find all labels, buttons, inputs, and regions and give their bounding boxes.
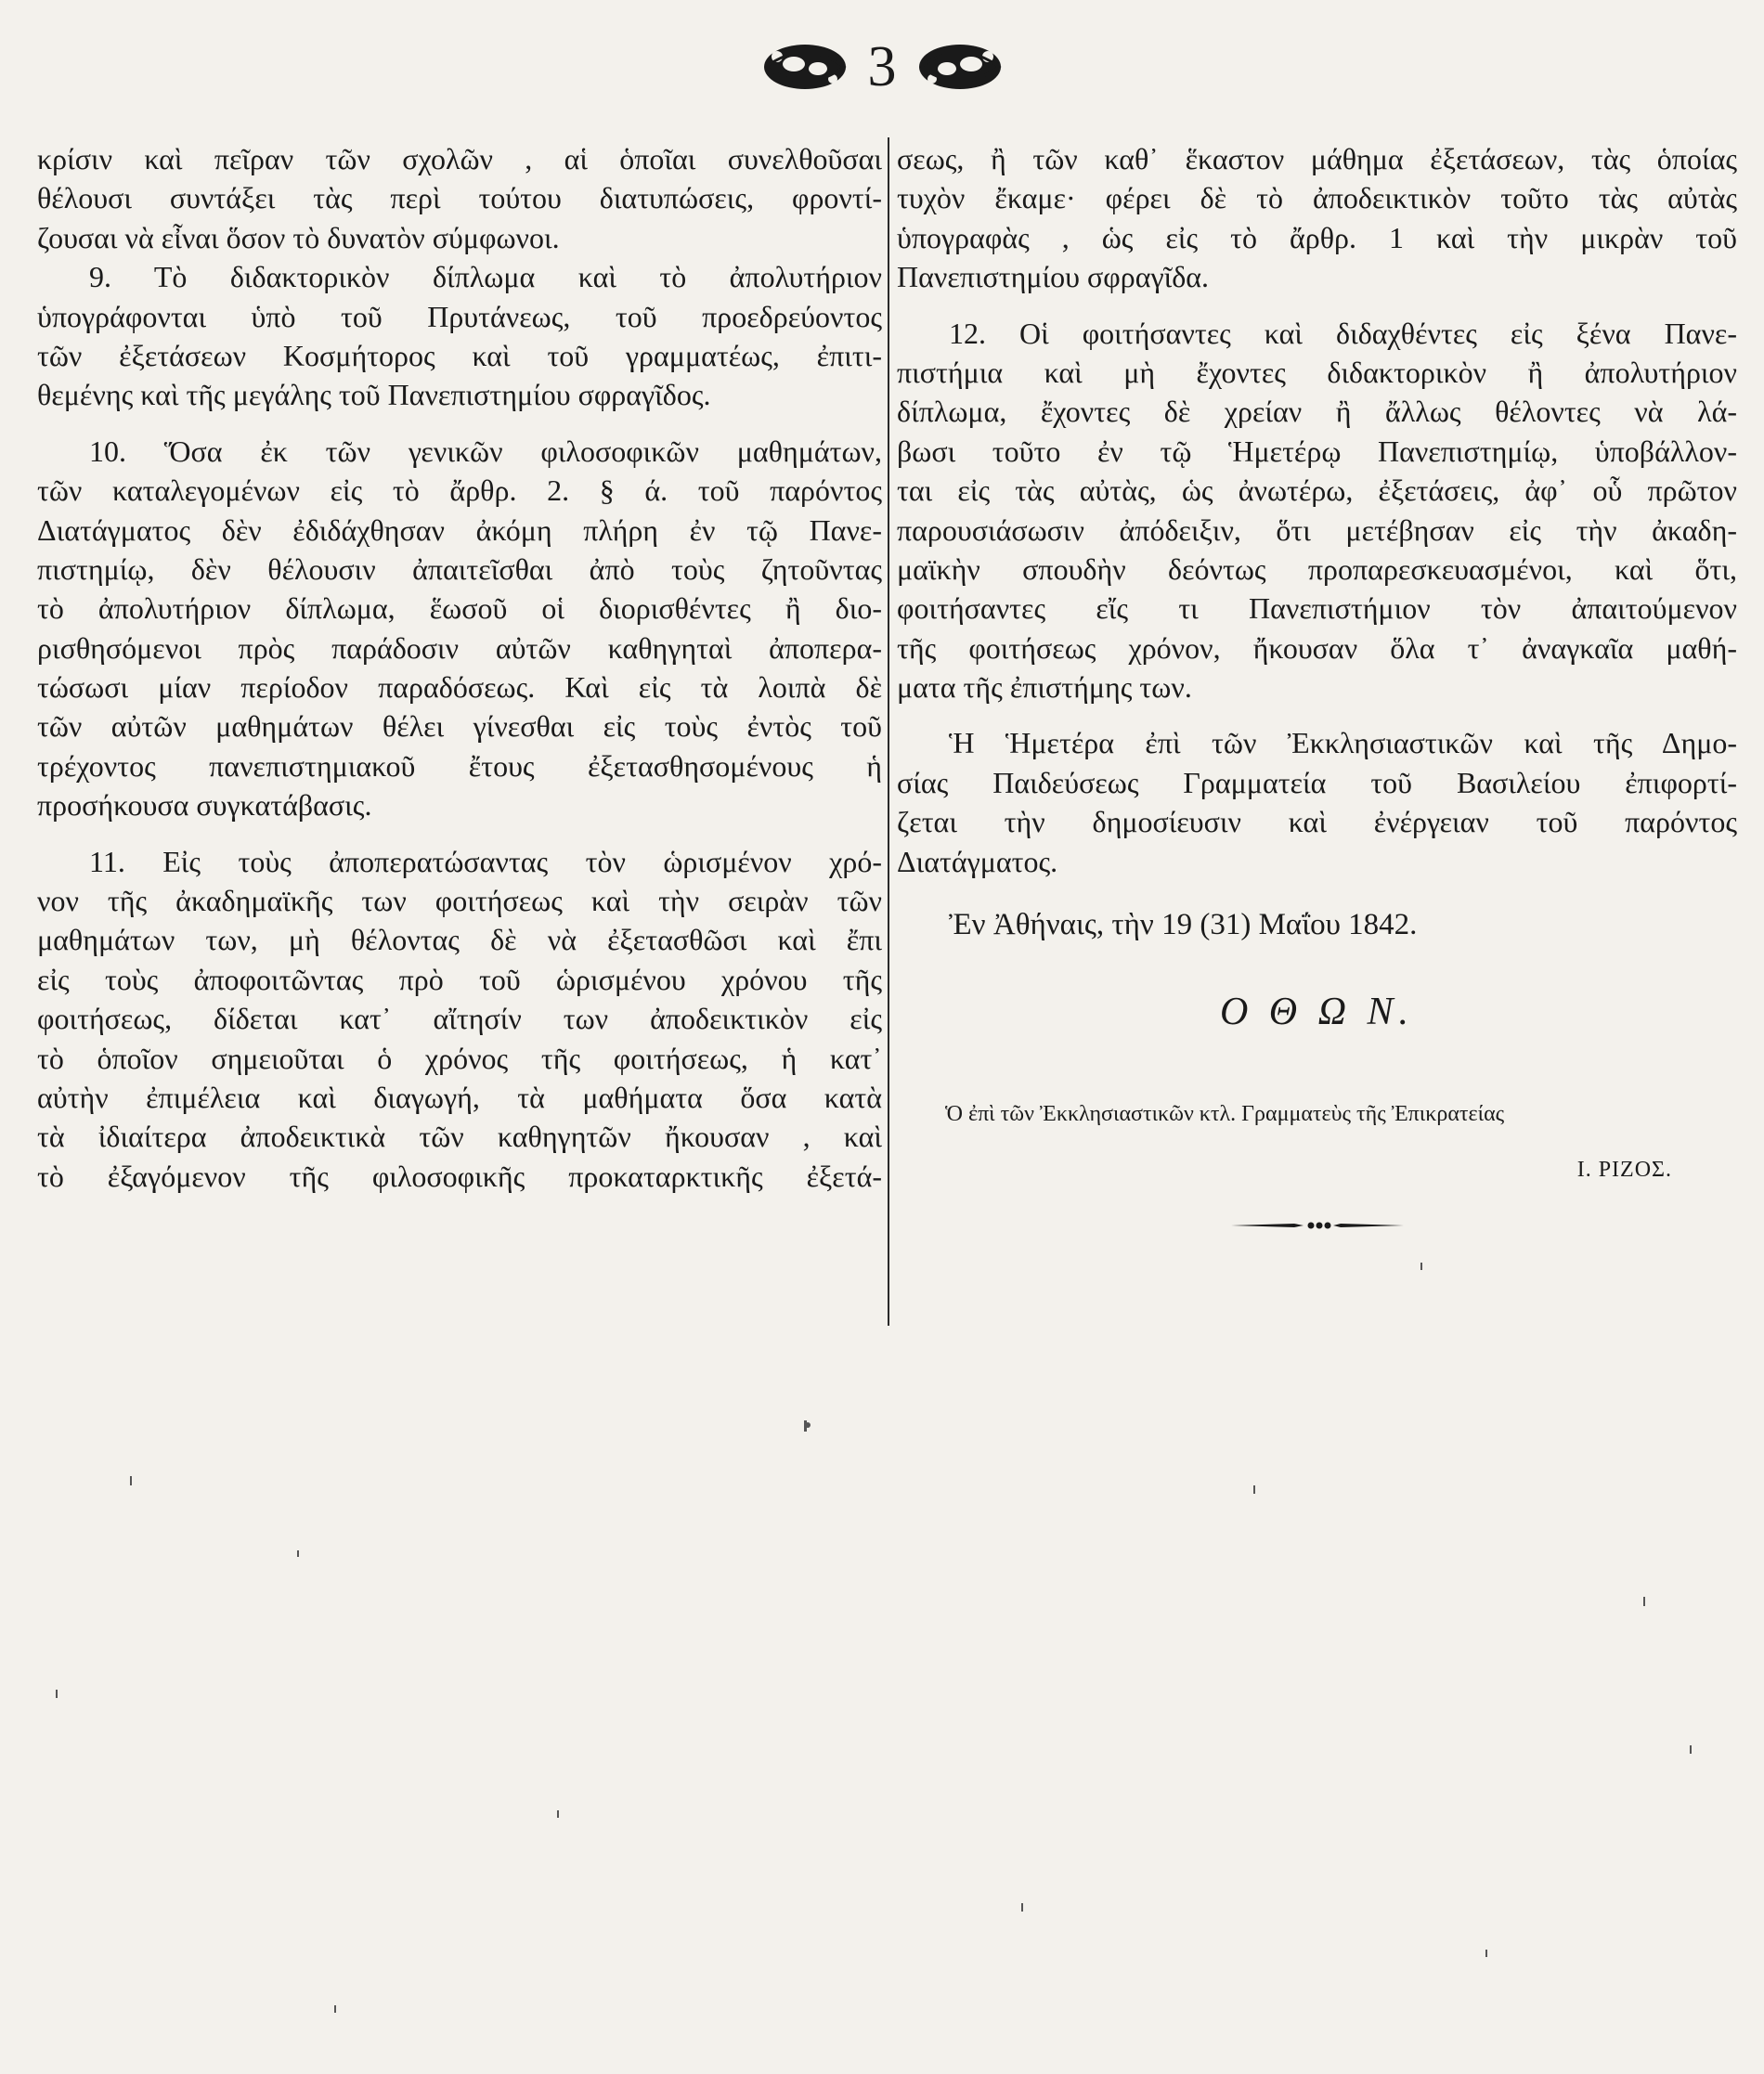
text-line: βωσι τοῦτο ἐν τῷ Ἡμετέρῳ Πανεπιστημίῳ, ὑποβάλλον- bbox=[897, 434, 1737, 468]
text-line: θέλουσι συντάξει τὰς περὶ τούτου διατυπώσεις, φροντί- bbox=[37, 181, 882, 215]
text-line: ται εἰς τὰς αὐτὰς, ὡς ἀνωτέρω, ἐξετάσεις, ἀφ᾽ οὗ πρῶτον bbox=[897, 473, 1737, 508]
text-line: μαθημάτων των, μὴ θέλοντας δὲ νὰ ἐξετασθῶσι καὶ ἔπι bbox=[37, 923, 882, 957]
text-line: 10. Ὅσα ἐκ τῶν γενικῶν φιλοσοφικῶν μαθημάτων, bbox=[89, 434, 882, 468]
text-line: τώσωσι μίαν περίοδον παραδόσεως. Καὶ εἰς τὰ λοιπὰ δὲ bbox=[37, 670, 882, 705]
printer-ornament-right-icon bbox=[914, 38, 1006, 96]
text-line: τὸ ἐξαγόμενον τῆς φιλοσοφικῆς προκαταρκτικῆς ἐξετά- bbox=[37, 1159, 882, 1193]
text-line: τῶν ἐξετάσεων Κοσμήτορος καὶ τοῦ γραμματέως, ἐπιτι- bbox=[37, 338, 882, 372]
text-line: τὰ ἰδιαίτερα ἀποδεικτικὰ τῶν καθηγητῶν ἤκουσαν , καὶ bbox=[37, 1120, 882, 1154]
text-line: σίας Παιδεύσεως Γραμματεία τοῦ Βασιλείου ἐπιφορτί- bbox=[897, 765, 1737, 799]
text-line: τῆς φοιτήσεως χρόνον, ἤκουσαν ὅλα τ᾽ ἀναγκαῖα μαθή- bbox=[897, 630, 1737, 665]
text-line: τὸ ὁποῖον σημειοῦται ὁ χρόνος τῆς φοιτήσεως, ἡ κατ᾽ bbox=[37, 1041, 882, 1075]
page-header bbox=[0, 30, 1764, 104]
paragraph-article-11 bbox=[37, 842, 882, 1197]
text-line: εἰς τοὺς ἀποφοιτῶντας πρὸ τοῦ ὡρισμένου χρόνου τῆς bbox=[37, 962, 882, 996]
text-line: Διατάγματος. bbox=[897, 844, 1058, 878]
paragraph-article-10 bbox=[37, 432, 882, 825]
page-number: 3 bbox=[867, 35, 897, 98]
text-line: πιστημίῳ, δὲν θέλουσιν ἀπαιτεῖσθαι ἀπὸ τοὺς ζητοῦντας bbox=[37, 551, 882, 586]
text-line: ζουσαι νὰ εἶναι ὅσον τὸ δυνατὸν σύμφωνοι. bbox=[37, 220, 560, 254]
text-line: ρισθησόμενοι πρὸς παράδοσιν αὐτῶν καθηγηταὶ ἀποπερα- bbox=[37, 630, 882, 665]
text-line: τυχὸν ἔκαμε· φέρει δὲ τὸ ἀποδεικτικὸν τοῦτο τὰς αὐτὰς bbox=[897, 181, 1737, 215]
text-line: Διατάγματος δὲν ἐδιδάχθησαν ἀκόμη πλήρη ἐν τῷ Πανε- bbox=[37, 512, 882, 547]
text-line: ὑπογραφὰς , ὡς εἰς τὸ ἄρθρ. 1 καὶ τὴν μικρὰν τοῦ bbox=[897, 220, 1737, 254]
countersign-title: Ὁ ἐπὶ τῶν Ἐκκλησιαστικῶν κτλ. Γραμματεὺς τῆς Ἐπικρατείας bbox=[945, 1102, 1505, 1127]
paragraph bbox=[897, 139, 1737, 297]
minister-name: Ι. ΡΙΖΟΣ. bbox=[1576, 1158, 1672, 1183]
text-line: Ἡ Ἡμετέρα ἐπὶ τῶν Ἐκκλησιαστικῶν καὶ τῆς Δημο- bbox=[949, 726, 1737, 760]
text-line: τῶν αὐτῶν μαθημάτων θέλει γίνεσθαι εἰς τοὺς ἐντὸς τοῦ bbox=[37, 709, 882, 744]
text-line: κρίσιν καὶ πεῖραν τῶν σχολῶν , αἱ ὁποῖαι συνελθοῦσαι bbox=[37, 142, 882, 175]
end-ornament-rule-icon bbox=[1229, 1219, 1406, 1232]
text-line: δίπλωμα, ἔχοντες δὲ χρείαν ἢ ἄλλως θέλοντες νὰ λά- bbox=[897, 395, 1737, 429]
text-line: Πανεπιστημίου σφραγῖδα. bbox=[897, 260, 1210, 294]
text-line: ζεται τὴν δημοσίευσιν καὶ ἐνέργειαν τοῦ παρόντος bbox=[897, 805, 1737, 839]
text-line: θεμένης καὶ τῆς μεγάλης τοῦ Πανεπιστημίου σφραγῖδος. bbox=[37, 378, 711, 412]
text-line: προσήκουσα συγκατάβασις. bbox=[37, 788, 372, 823]
text-line: ματα τῆς ἐπιστήμης των. bbox=[897, 670, 1192, 705]
text-line: 9. Τὸ διδακτορικὸν δίπλωμα καὶ τὸ ἀπολυτήριον bbox=[89, 260, 882, 294]
text-line: τρέχοντος πανεπιστημιακοῦ ἔτους ἐξετασθησομένους ἡ bbox=[37, 748, 882, 783]
text-line: τῶν καταλεγομένων εἰς τὸ ἄρθρ. 2. § ά. τοῦ παρόντος bbox=[37, 473, 882, 508]
text-line: αὐτὴν ἐπιμέλεια καὶ διαγωγή, τὰ μαθήματα ὅσα κατὰ bbox=[37, 1080, 882, 1114]
text-line: φοιτήσεως, δίδεται κατ᾽ αἴτησίν των ἀποδεικτικὸν εἰς bbox=[37, 1002, 882, 1036]
right-column bbox=[897, 139, 1737, 1232]
royal-signature: Ο Θ Ω Ν. bbox=[1219, 991, 1415, 1034]
text-line: 12. Οἱ φοιτήσαντες καὶ διδαχθέντες εἰς ξένα Πανε- bbox=[949, 316, 1737, 350]
text-line: πιστήμια καὶ μὴ ἔχοντες διδακτορικὸν ἢ ἀπολυτήριον bbox=[897, 355, 1737, 389]
paragraph bbox=[37, 139, 882, 257]
paragraph-article-12 bbox=[897, 314, 1737, 707]
printer-ornament-left-icon bbox=[759, 38, 851, 96]
text-line: τὸ ἀπολυτήριον δίπλωμα, ἕωσοῦ οἱ διορισθέντες ἢ διο- bbox=[37, 591, 882, 626]
text-line: 11. Εἰς τοὺς ἀποπερατώσαντας τὸν ὡρισμένον χρό- bbox=[89, 844, 882, 878]
left-column bbox=[37, 139, 882, 1196]
decree-date: Ἐν Ἀθήναις, τὴν 19 (31) Μαΐου 1842. bbox=[949, 908, 1418, 942]
text-line: μαϊκὴν σπουδὴν δεόντως προπαρεσκευασμένοι, καὶ ὅτι, bbox=[897, 551, 1737, 586]
paragraph-article-9 bbox=[37, 257, 882, 415]
text-line: φοιτήσαντες εἴς τι Πανεπιστήμιον τὸν ἀπαιτούμενον bbox=[897, 591, 1737, 626]
text-line: ὑπογράφονται ὑπὸ τοῦ Πρυτάνεως, τοῦ προεδρεύοντος bbox=[37, 299, 882, 333]
text-line: παρουσιάσωσιν ἀπόδειξιν, ὅτι μετέβησαν εἰς τὴν ἀκαδη- bbox=[897, 512, 1737, 547]
text-line: σεως, ἢ τῶν καθ᾽ ἕκαστον μάθημα ἐξετάσεων, τὰς ὁποίας bbox=[897, 142, 1737, 175]
column-divider bbox=[888, 137, 889, 1326]
text-line: νον τῆς ἀκαδημαϊκῆς των φοιτήσεως καὶ τὴν σειρὰν τῶν bbox=[37, 884, 882, 918]
paragraph-ministry-clause bbox=[897, 723, 1737, 881]
